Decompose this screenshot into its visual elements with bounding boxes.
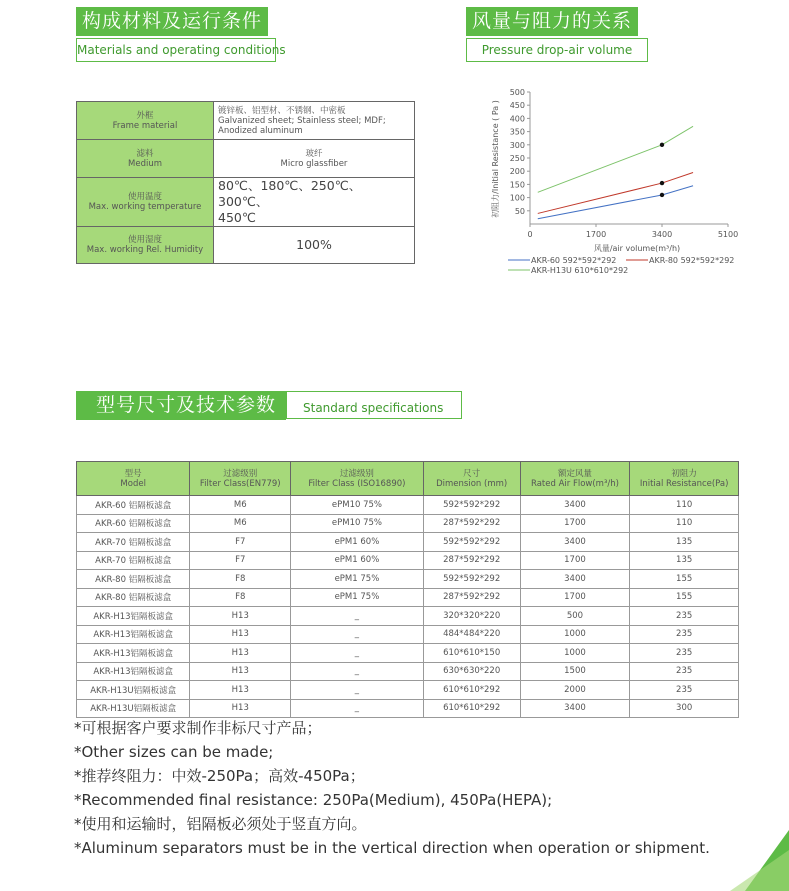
data-point [660, 193, 664, 197]
spec-header-en: Dimension (mm) [436, 478, 508, 489]
table-cell: F7 [190, 551, 291, 570]
table-cell: 484*484*220 [423, 625, 520, 644]
table-cell: 1000 [520, 644, 630, 663]
y-tick-label: 400 [509, 114, 525, 124]
note-line: *Aluminum separators must be in the vertical direction when operation or shipment. [74, 839, 710, 857]
material-label [77, 140, 214, 178]
table-cell: 135 [630, 533, 739, 552]
table-cell: 135 [630, 551, 739, 570]
table-cell: 610*610*150 [423, 644, 520, 663]
table-row [77, 551, 739, 570]
table-cell: 1500 [520, 662, 630, 681]
x-tick-label: 1700 [585, 230, 607, 239]
x-tick-label: 5100 [717, 230, 739, 239]
material-label-en: Frame material [112, 120, 178, 131]
spec-body [77, 496, 739, 718]
table-cell: F8 [190, 588, 291, 607]
materials-title-en: Materials and operating conditions [76, 38, 276, 62]
table-cell: 3400 [520, 533, 630, 552]
table-cell: _ [291, 607, 424, 626]
table-cell: AKR-H13铝隔板滤盒 [77, 662, 190, 681]
table-cell: AKR-H13U铝隔板滤盒 [77, 681, 190, 700]
y-tick-label: 350 [509, 127, 525, 137]
y-tick-label: 300 [509, 140, 525, 150]
material-value [214, 227, 415, 264]
table-cell: _ [291, 644, 424, 663]
materials-title-cn: 构成材料及运行条件 [76, 7, 268, 36]
spec-header-en: Filter Class (ISO16890) [308, 478, 406, 489]
table-cell: 592*592*292 [423, 570, 520, 589]
table-cell: 3400 [520, 570, 630, 589]
chart-ylabel: 初阻力/Initial Resistance ( Pa ) [491, 100, 500, 218]
table-cell: 235 [630, 662, 739, 681]
chart-legend [508, 256, 734, 275]
material-value [214, 140, 415, 178]
note-line: *推荐终阻力：中效-250Pa；高效-450Pa； [74, 767, 365, 785]
table-row [77, 607, 739, 626]
material-value-line: Anodized aluminum [218, 125, 303, 136]
table-cell: 1700 [520, 514, 630, 533]
table-cell: AKR-80 铝隔板滤盒 [77, 570, 190, 589]
material-label-en: Medium [128, 158, 162, 169]
table-cell: 287*592*292 [423, 514, 520, 533]
table-cell: _ [291, 662, 424, 681]
table-cell: 155 [630, 588, 739, 607]
table-row [77, 570, 739, 589]
spec-header-en: Initial Resistance(Pa) [639, 478, 729, 489]
material-value-line: 450℃ [218, 210, 256, 225]
pressure-chart [486, 84, 756, 284]
spec-header-row [77, 462, 739, 496]
table-cell: 1700 [520, 588, 630, 607]
spec-header-cn: 初阻力 [671, 468, 697, 479]
table-row [77, 496, 739, 515]
table-cell: 235 [630, 625, 739, 644]
material-label [77, 102, 214, 140]
table-cell: 287*592*292 [423, 551, 520, 570]
material-label-cn: 外框 [136, 110, 154, 121]
y-tick-label: 500 [509, 88, 525, 97]
y-tick-label: 200 [509, 167, 525, 177]
legend-label: AKR-H13U 610*610*292 [531, 266, 629, 275]
table-cell: H13 [190, 681, 291, 700]
table-cell: ePM1 75% [291, 588, 424, 607]
spec-header-cn: 尺寸 [463, 468, 481, 479]
material-value-line: Micro glassfiber [280, 158, 348, 169]
x-tick-label: 3400 [651, 230, 673, 239]
table-cell: _ [291, 699, 424, 718]
table-cell: F8 [190, 570, 291, 589]
table-cell: 2000 [520, 681, 630, 700]
table-cell: H13 [190, 607, 291, 626]
table-cell: 155 [630, 570, 739, 589]
table-cell: ePM1 60% [291, 551, 424, 570]
table-cell: 1700 [520, 551, 630, 570]
table-cell: H13 [190, 644, 291, 663]
material-label-en: Max. working Rel. Humidity [86, 245, 204, 255]
table-cell: 110 [630, 496, 739, 515]
spec-header-cn: 过滤级别 [339, 468, 374, 479]
table-cell: M6 [190, 496, 291, 515]
specs-title-cn: 型号尺寸及技术参数 [76, 391, 286, 420]
spec-column-header [190, 462, 291, 496]
table-row [77, 514, 739, 533]
table-cell: AKR-60 铝隔板滤盒 [77, 496, 190, 515]
chart-axes [510, 88, 738, 239]
table-cell: AKR-70 铝隔板滤盒 [77, 533, 190, 552]
table-cell: 610*610*292 [423, 681, 520, 700]
y-tick-label: 150 [509, 180, 525, 190]
spec-column-header [423, 462, 520, 496]
chart-xlabel: 风量/air volume(m³/h) [593, 244, 681, 253]
table-cell: 235 [630, 607, 739, 626]
material-label-en: Max. working temperature [88, 202, 202, 212]
corner-decoration [690, 830, 789, 891]
series-line [538, 186, 693, 219]
table-cell: 592*592*292 [423, 496, 520, 515]
x-tick-label: 0 [527, 230, 533, 239]
material-value-line: 100% [296, 237, 332, 252]
table-cell: AKR-60 铝隔板滤盒 [77, 514, 190, 533]
table-cell: 3400 [520, 699, 630, 718]
table-cell: 1000 [520, 625, 630, 644]
data-point [660, 143, 664, 147]
spec-header-en: Filter Class(EN779) [199, 478, 281, 489]
table-cell: M6 [190, 514, 291, 533]
note-line: *Recommended final resistance: 250Pa(Medium), 450Pa(HEPA); [74, 791, 553, 809]
table-cell: 320*320*220 [423, 607, 520, 626]
table-cell: AKR-80 铝隔板滤盒 [77, 588, 190, 607]
spec-header-cn: 额定风量 [557, 468, 592, 479]
table-cell: _ [291, 625, 424, 644]
table-cell: 235 [630, 644, 739, 663]
table-cell: AKR-H13铝隔板滤盒 [77, 607, 190, 626]
spec-column-header [630, 462, 739, 496]
material-value [214, 178, 415, 227]
table-cell: H13 [190, 699, 291, 718]
y-tick-label: 50 [514, 206, 525, 216]
table-cell: ePM10 75% [291, 496, 424, 515]
y-tick-label: 250 [509, 154, 525, 163]
table-cell: 592*592*292 [423, 533, 520, 552]
materials-table [76, 101, 415, 264]
data-point [660, 181, 664, 185]
pressure-title-cn: 风量与阻力的关系 [466, 7, 638, 36]
spec-header-cn: 过滤级别 [223, 468, 258, 479]
material-label-cn: 使用湿度 [127, 235, 162, 245]
spec-column-header [77, 462, 190, 496]
table-row [77, 588, 739, 607]
y-tick-label: 100 [509, 193, 525, 203]
table-cell: AKR-H13铝隔板滤盒 [77, 644, 190, 663]
material-label [77, 227, 214, 264]
table-row [77, 681, 739, 700]
spec-column-header [520, 462, 630, 496]
table-cell: 630*630*220 [423, 662, 520, 681]
table-cell: H13 [190, 625, 291, 644]
material-value-line: Galvanized sheet; Stainless steel; MDF; [218, 115, 386, 126]
note-line: *Other sizes can be made; [74, 743, 274, 761]
material-value [214, 102, 415, 140]
table-cell: ePM1 60% [291, 533, 424, 552]
table-cell: AKR-70 铝隔板滤盒 [77, 551, 190, 570]
note-line: *可根据客户要求制作非标尺寸产品； [74, 719, 322, 737]
series-line [538, 126, 693, 192]
table-cell: ePM10 75% [291, 514, 424, 533]
material-value-line: 80℃、180℃、250℃、300℃、 [218, 178, 362, 209]
material-label [77, 178, 214, 227]
material-value-line: 玻纤 [305, 148, 323, 159]
table-row [77, 662, 739, 681]
table-row [77, 699, 739, 718]
material-label-cn: 使用温度 [127, 192, 162, 202]
legend-label: AKR-60 592*592*292 [531, 256, 617, 265]
table-cell: ePM1 75% [291, 570, 424, 589]
table-cell: 500 [520, 607, 630, 626]
spec-header-cn: 型号 [124, 468, 142, 479]
chart-series-group [538, 126, 693, 218]
table-row [77, 644, 739, 663]
spec-header-en: Rated Air Flow(m³/h) [530, 478, 619, 489]
specs-title-en: Standard specifications [286, 391, 462, 419]
y-tick-label: 450 [509, 101, 525, 111]
table-cell: 300 [630, 699, 739, 718]
table-cell: 3400 [520, 496, 630, 515]
pressure-title-en: Pressure drop-air volume [466, 38, 648, 62]
table-cell: AKR-H13U铝隔板滤盒 [77, 699, 190, 718]
spec-column-header [291, 462, 424, 496]
table-cell: 610*610*292 [423, 699, 520, 718]
table-row [77, 625, 739, 644]
table-cell: 235 [630, 681, 739, 700]
material-value-line: 镀锌板、铝型材、不锈钢、中密板 [218, 105, 346, 116]
spec-header-en: Model [120, 478, 146, 489]
table-row [77, 533, 739, 552]
table-cell: 287*592*292 [423, 588, 520, 607]
table-cell: _ [291, 681, 424, 700]
notes [74, 716, 774, 860]
material-label-cn: 滤料 [136, 148, 154, 159]
table-cell: AKR-H13铝隔板滤盒 [77, 625, 190, 644]
legend-label: AKR-80 592*592*292 [649, 256, 735, 265]
table-cell: F7 [190, 533, 291, 552]
table-cell: H13 [190, 662, 291, 681]
table-cell: 110 [630, 514, 739, 533]
spec-table [76, 461, 739, 718]
note-line: *使用和运输时，铝隔板必须处于竖直方向。 [74, 815, 367, 833]
